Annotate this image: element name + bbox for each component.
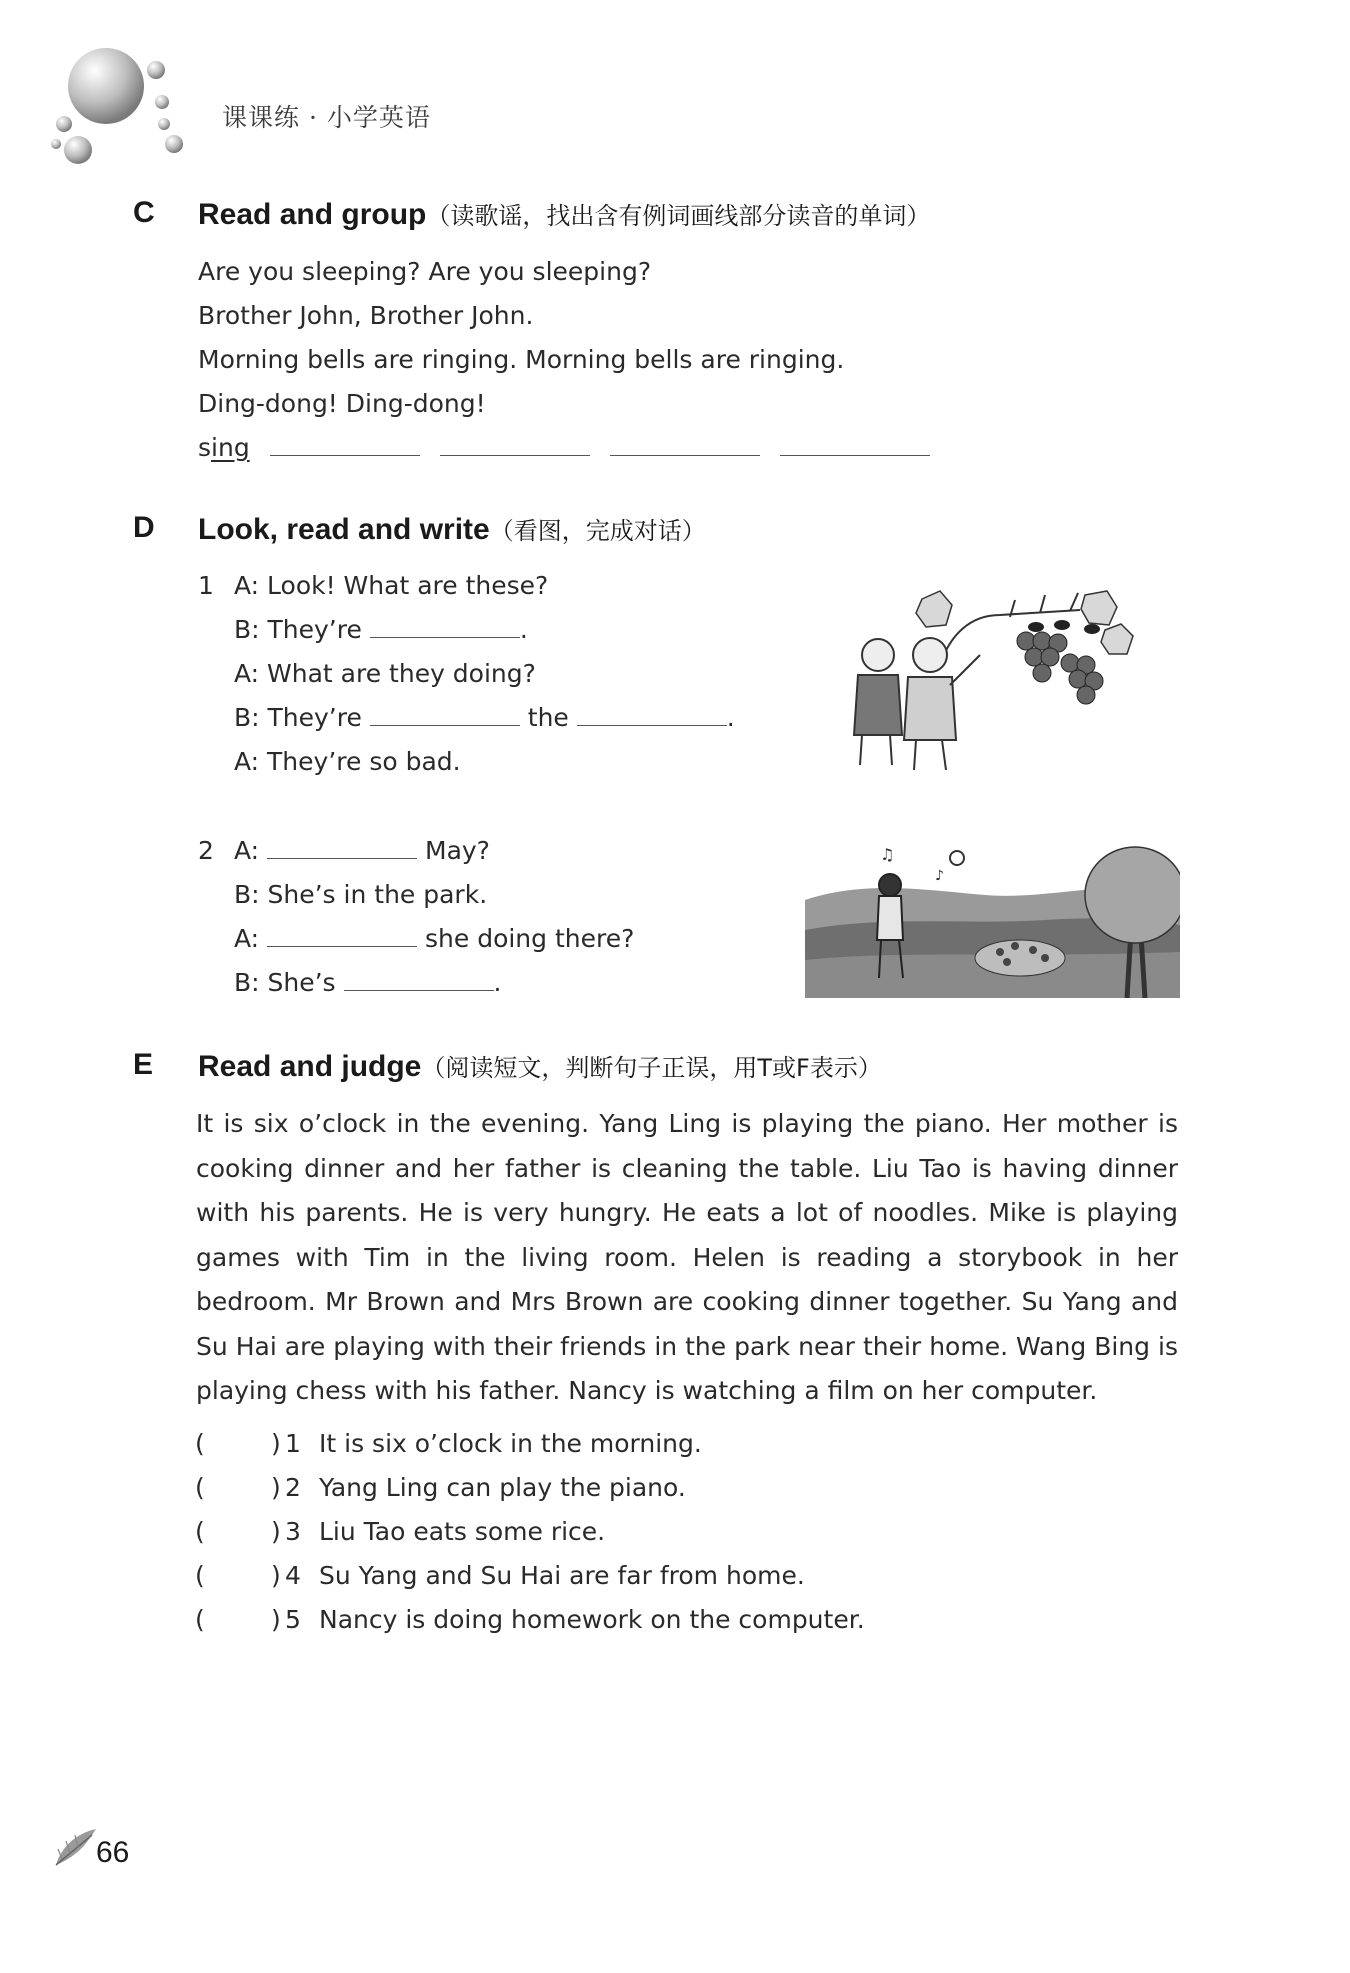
section-e-subtitle: （阅读短文，判断句子正误，用T或F表示）: [421, 1054, 882, 1082]
answer-blank-c4[interactable]: [780, 431, 930, 456]
judge-close-paren-3: ): [271, 1517, 281, 1546]
section-d-subtitle: （看图，完成对话）: [489, 517, 706, 545]
section-e-title: [198, 1048, 882, 1084]
judge-close-paren-5: ): [271, 1605, 281, 1634]
d-q1-line-4-mid: the: [527, 703, 569, 732]
answer-blank-d2a[interactable]: [267, 834, 417, 859]
judge-item-1: [195, 1422, 702, 1466]
section-d-title: [198, 511, 706, 547]
d-q2-line-3-text: A:: [234, 924, 260, 953]
page-number: 66: [96, 1836, 130, 1869]
answer-blank-c2[interactable]: [440, 431, 590, 456]
d-q1-line-2-text: B: They’re: [234, 615, 362, 644]
judge-number-5: 5: [285, 1605, 301, 1634]
judge-number-4: 4: [285, 1561, 301, 1590]
answer-blank-d2c[interactable]: [344, 966, 494, 991]
d-q2-number: 2: [198, 836, 214, 865]
judge-close-paren-4: ): [271, 1561, 281, 1590]
judge-item-5: [195, 1598, 865, 1642]
answer-blank-d1c[interactable]: [577, 701, 727, 726]
song-line-2: Brother John, Brother John.: [198, 301, 534, 330]
song-line-3: Morning bells are ringing. Morning bells are ringing.: [198, 345, 845, 374]
d-q1-line-4: [234, 696, 735, 740]
judge-item-3: [195, 1510, 605, 1554]
example-word-underlined: ing: [211, 433, 250, 462]
d-q2-line-4-end: .: [493, 968, 502, 997]
leaf-icon: [52, 1825, 98, 1871]
section-d-letter: D: [133, 511, 155, 544]
d-q1-line-4-text: B: They’re: [234, 703, 362, 732]
d-q2-line-4-text: B: She’s: [234, 968, 336, 997]
judge-item-4: [195, 1554, 805, 1598]
header-title: 课课练 · 小学英语: [222, 103, 431, 132]
judge-text-1: It is six o’clock in the morning.: [319, 1429, 702, 1458]
judge-close-paren-2: ): [271, 1473, 281, 1502]
d-q1-number: 1: [198, 571, 214, 600]
judge-open-paren-5[interactable]: (: [195, 1605, 205, 1634]
d-q1-line-3: A: What are they doing?: [234, 659, 536, 688]
answer-blank-c3[interactable]: [610, 431, 760, 456]
d-q2-line-1-end: May?: [425, 836, 490, 865]
song-line-4: Ding-dong! Ding-dong!: [198, 389, 486, 418]
section-c-letter: C: [133, 196, 155, 229]
judge-text-5: Nancy is doing homework on the computer.: [319, 1605, 865, 1634]
section-c-title-text: Read and group: [198, 198, 427, 231]
d-q2-line-1: [234, 829, 490, 873]
bubbles-decoration: [44, 44, 194, 174]
judge-number-1: 1: [285, 1429, 301, 1458]
section-d-title-text: Look, read and write: [198, 513, 490, 546]
judge-item-2: [195, 1466, 686, 1510]
answer-blank-c1[interactable]: [270, 431, 420, 456]
judge-open-paren-1[interactable]: (: [195, 1429, 205, 1458]
judge-open-paren-4[interactable]: (: [195, 1561, 205, 1590]
judge-text-2: Yang Ling can play the piano.: [319, 1473, 686, 1502]
song-line-1: Are you sleeping? Are you sleeping?: [198, 257, 652, 286]
kids-grapes-illustration: [830, 585, 1150, 775]
d-q1-line-5: A: They’re so bad.: [234, 747, 461, 776]
reading-passage: It is six o’clock in the evening. Yang Ling is playing the piano. Her mother is cooking dinner and her father is cleaning the table. Liu Tao is having dinner with his parents. He is very hungry. He eats a lot of noodles. Mike is playing games with Tim in the living room. Helen is reading a storybook in her bedroom. Mr Brown and Mrs Brown are cooking dinner together. Su Yang and Su Hai are playing with their friends in the park near their home. Wang Bing is playing chess with his father. Nancy is watching a film on her computer.: [196, 1109, 1178, 1405]
section-c-title: [198, 196, 930, 232]
example-word-row: [198, 426, 930, 470]
d-q1-line-4-end: .: [726, 703, 735, 732]
section-e-letter: E: [133, 1048, 154, 1081]
d-q2-line-2: B: She’s in the park.: [234, 880, 488, 909]
answer-blank-d1a[interactable]: [370, 613, 520, 638]
d-q2-line-3-end: she doing there?: [425, 924, 635, 953]
judge-open-paren-3[interactable]: (: [195, 1517, 205, 1546]
d-q1-line-1: A: Look! What are these?: [234, 571, 549, 600]
svg-text:♪: ♪: [935, 868, 944, 884]
judge-number-2: 2: [285, 1473, 301, 1502]
answer-blank-d1b[interactable]: [370, 701, 520, 726]
example-word-prefix: s: [198, 433, 212, 462]
svg-text:♫: ♫: [880, 845, 895, 864]
judge-text-3: Liu Tao eats some rice.: [319, 1517, 606, 1546]
judge-text-4: Su Yang and Su Hai are far from home.: [319, 1561, 805, 1590]
judge-open-paren-2[interactable]: (: [195, 1473, 205, 1502]
judge-close-paren-1: ): [271, 1429, 281, 1458]
judge-number-3: 3: [285, 1517, 301, 1546]
park-singing-illustration: [805, 840, 1180, 998]
section-e-title-text: Read and judge: [198, 1050, 422, 1083]
d-q2-line-1-text: A:: [234, 836, 260, 865]
d-q2-line-3: [234, 917, 634, 961]
d-q1-line-2-end: .: [519, 615, 528, 644]
d-q1-line-2: [234, 608, 528, 652]
answer-blank-d2b[interactable]: [267, 922, 417, 947]
d-q2-line-4: [234, 961, 502, 1005]
section-c-subtitle: （读歌谣，找出含有例词画线部分读音的单词）: [426, 202, 931, 230]
